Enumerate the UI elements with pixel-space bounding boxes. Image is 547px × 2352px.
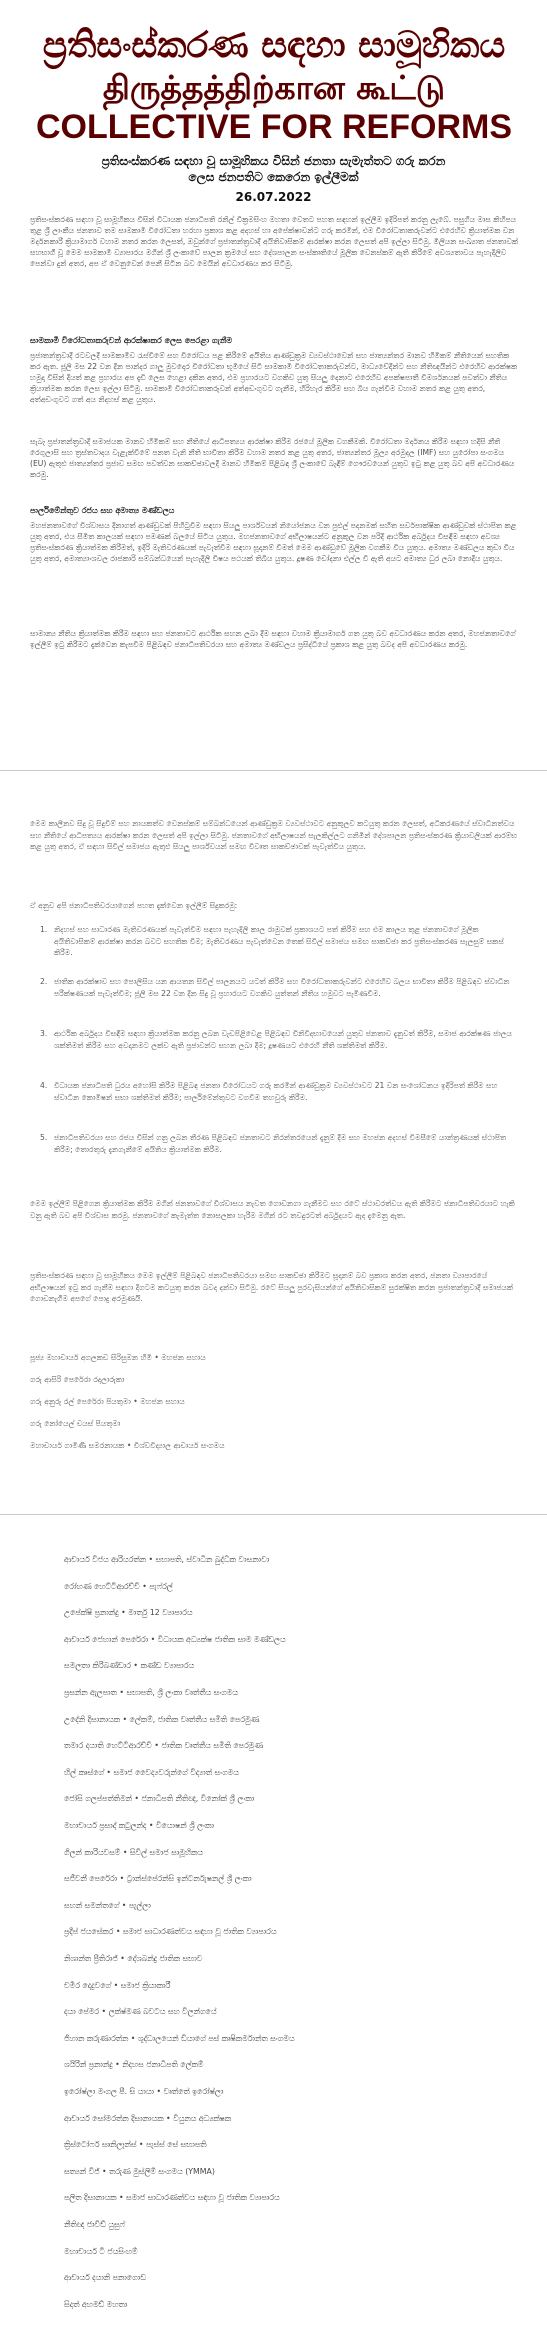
closing-paragraph-2: ප්‍රතිසංස්කරණ සඳහා වූ සාමූහිකය මෙම ඉල්ලීම් පිළිබඳව ජනාධිපතිවරයා සමඟ සාකච්ඡා කිරීමට සූදානම් බව ප්‍රකාශ කරන අතර, ජනතා ව්‍යාපාරයේ අභිලාෂයන් ඉටු කර ගැනීම සඳහා දිගටම කටයුතු කරන බවද දන්වා සිටිමු. රටේ සියලු පුරවැසියන්ගේ අයිතිවාසිකම් සුරක්ෂිත කරන ප්‍රජාතන්ත්‍රවාදී සමාජයක් ගොඩනැගීම අපගේ පොදු අරමුණයි. — [30, 1271, 514, 1303]
signatory-list-item: සහන් සමන්තගේ • පැල්ලා — [64, 1900, 151, 1910]
page-divider — [0, 1514, 547, 1515]
request-text: විධායක ජනාධිපති ධුරය අහෝසි කිරීම පිළිබඳ ජනතා විරෝධයට ගරු කරමින් ආණ්ඩුක්‍රම ව්‍යවස්ථාවට 21 වන සංශෝධනය ඉදිරිපත් කිරීම සහ ස්වාධීන කොමිෂන් සභා ශක්තිමත් කිරීම; පාර්ලිමේන්තුවට වගවීම තහවුරු කිරීම. — [54, 1081, 498, 1102]
request-text: ජාතික ආරක්ෂාව සහ පොලිසිය යන ආයතන සිවිල් පාලනයට යටත් කිරීම සහ විරෝධතාකරුවන්ට එරෙහිව බලය භාවිතා කිරීම පිළිබඳව ස්වාධීන පරීක්ෂණයක් පැවැත්වීම; ජූලි මස 22 වන දින සිදු වූ ප්‍රහාරයට වගකිව යුත්තන් නීතිය හමුවට පැමිණවීම. — [54, 977, 510, 998]
signatory-list-item: මහාචාර්ය ටී ජයසිංහම් — [64, 2246, 138, 2256]
signatory-list-item: සත්‍යන් විජ් • තරුණ මුස්ලිම් සංගමය (YMMA) — [64, 2166, 215, 2176]
signatory-list-item: හිල් ක්‍රුස්ගේ • සමාජ වෛද්‍යවරුන්ගේ විද්‍යාත් සංගමය — [64, 1767, 239, 1777]
signatory-list-item: නීතිඥ ජාවිඩ් යුසුෆ් — [64, 2220, 125, 2229]
statement-page-3 — [0, 1518, 547, 2352]
signatory-list-item: ඉරෝෂ්ලා මංගල පී. සි යායා • වෘත්තේ ඉරෝෂ්ලා — [64, 2087, 224, 2096]
organization-name-sinhala: ප්‍රතිසංස්කරණ සඳහා සාමූහිකය — [42, 25, 506, 66]
statement-page-1 — [0, 0, 547, 768]
section-paragraph-parliament-2: සාමාන්‍ය නීතිය ක්‍රියාත්මක කිරීම සඳහා සහ ජනතාවට ආර්ථික සහන ලබා දීම සඳහා වහාම ක්‍රියාමාර්ග ගත යුතු බව අවධාරණය කරන අතර, මහජනතාවගේ ඉල්ලීම් ඉටු කිරීමට දැක්වෙන කැපවීම පිළිබඳව ජනාධිපතිවරයා සහ අමාත්‍ය මණ්ඩලය ප්‍රසිද්ධියේ ප්‍රකාශ කළ යුතු බවද අපි අවධාරණය කරමු. — [30, 629, 516, 649]
signatory-list-item: පලිත දිසානායක • සමාජ සාධාරණත්වය සඳහා වූ ජාතික ව්‍යාපාරය — [64, 2193, 280, 2203]
signatory-list-item: ආචාර්ය දයානි පනාගොඩ — [64, 2273, 146, 2283]
signatory-list-item: උදේනි දිසානායක • ලේකම්, ජාතික වෘත්තීය සමිති පෙරමුණ — [64, 1714, 260, 1724]
signatory-list-item: සිදත් අහමඩ් මහතා — [64, 2299, 128, 2309]
organization-name-tamil: திருத்தத்திற்கான கூட்டு — [102, 68, 446, 107]
signatory-list-item: ශයිරින් ප්‍රනාන්දු • නිදහස ජනාධිපති ලේකම් — [64, 2060, 204, 2070]
section-paragraph-parliament: මහජනතාවගේ විශ්වාසය දිනාගත් ආණ්ඩුවක් පිහිටුවීම සඳහා සියලු පාර්ශ්වයන් නියෝජනය වන පුළුල් පදනමක් සහිත සර්වපාක්ෂික ආණ්ඩුවක් ස්ථාපිත කළ යුතු අතර, එය සීමිත කාලයක් සඳහා පමණක් බලයේ සිටිය යුතුය. මහජනතාවගේ අභිලාෂයන්ට අනුකූල වන පරිදි ආර්ථික අර්බුදය විසඳීම සඳහා අවශ්‍ය ප්‍රතිසංස්කරණ ක්‍රියාත්මක කිරීමත්, ඉදිරි මැතිවරණයක් පැවැත්වීම සඳහා සූදානම් වීමත් මෙම ආණ්ඩුවේ මූලික වගකීම විය යුතුය. අමාත්‍ය මණ්ඩලය කුඩා විය යුතු අතර, අමාත්‍යාංශවල රාජකාරි සම්බන්ධයෙන් පැහැදිලි විෂය පථයක් තිබිය යුතුය. දූෂණ චෝදනා එල්ල වී ඇති අයට අමාත්‍ය ධුර ලබා නොදිය යුතුය. — [30, 521, 517, 563]
signatory-line: මහාචාර්ය ගාමිණි සමරනායක • විශ්වවිද්‍යාල ආචාර්ය සංගමය — [30, 1441, 225, 1450]
section-paragraph-protection-2: සැබෑ ප්‍රජාතන්ත්‍රවාදී සමාජයක මානව හිමිකම් සහ නීතියේ ආධිපත්‍යය ආරක්ෂා කිරීම රජයේ මූලික වගකීමකි. විරෝධතා මර්දනය කිරීම සඳහා හදිසි නීති රෙගුලාසි සහ ත්‍රස්තවාදය වැළැක්වීමේ පනත වැනි නීති භාවිතා කිරීම වහාම නතර කළ යුතු අතර, ජාත්‍යන්තර මූල්‍ය අරමුදල (IMF) සහ යුරෝපා සංගමය (EU) ඇතුළු ජාත්‍යන්තර ප්‍රජාව සමඟ පවත්වන සාකච්ඡාවලදී මානව හිමිකම් පිළිබඳ ශ්‍රී ලංකාවේ බැඳීම් ගෞරවයෙන් යුතුව ඉටු කළ යුතු බව අපි අවධාරණය කරමු. — [30, 437, 515, 479]
signatory-list-item: සජීවනී පෙරේරා • ට්‍රාන්ස්පේරන්සි ඉන්ටර්නැෂනල් ශ්‍රී ලංකා — [64, 1874, 252, 1884]
signatory-list-item: සමලතා කිරිබණ්ඩාර • කණ්ඩ ව්‍යාපාරය — [64, 1661, 195, 1671]
statement-title-line-2: ලෙස ජනපතිට කෙරෙන ඉල්ලීමක් — [188, 170, 359, 184]
signatory-list-item: ජිහාන කරුණාරත්න • ශුද්ධාලයෙන් ඩියාගේ පස් කෘෂිකර්මාන්ත සංගමය — [64, 2033, 295, 2043]
signatory-list-item: රෝහණ හෙට්ටිආරච්චි • පැෆ්රල් — [64, 1581, 173, 1591]
section-heading-parliament: පාර්ලිමේන්තුව රජය සහ අමාත්‍ය මණ්ඩලය — [30, 506, 175, 515]
signatory-list-item: චමීර දෙදුවගේ • සමාජ ක්‍රියාකාරී — [64, 1980, 171, 1990]
signatory-line: ගරු අනුරු රල් පෙරේරා පියතුමා • මහජන සහාය — [30, 1397, 185, 1406]
request-number: 4. — [40, 1081, 48, 1090]
request-number: 3. — [40, 1029, 48, 1038]
requests-intro: ඒ අනුව අපි ජනාධිපතිවරයාගෙන් පහත දැක්වෙන ඉල්ලීම් සිදුකරමු: — [30, 901, 238, 910]
signatory-list-item: දයා පේමර • ලක්ෂ්මණ බවටය සහ විලන්ගයේ — [64, 2007, 217, 2017]
request-text: ජනාධිපතිවරයා සහ රජය විසින් ගනු ලබන තීරණ පිළිබඳව ජනතාවට නිරන්තරයෙන් දැනුම් දීම සහ මහජන අදහස් විමසීමේ යාන්ත්‍රණයක් ස්ථාපිත කිරීම; තොරතුරු දැනගැනීමේ අයිතිය ක්‍රියාත්මක කිරීම. — [54, 1133, 507, 1154]
signatory-list-item: ආචාර්ය විජය ආරියරත්න • සභාපති, ස්වාධීන බුද්ධික වාසනාවා — [64, 1555, 270, 1564]
request-item — [40, 1080, 515, 1126]
statement-title-line-1: ප්‍රතිසංස්කරණ සඳහා වූ සාමූහිකය විසින් ජනතා සැමැත්තට ගරු කරන — [101, 154, 446, 168]
continuation-paragraph: මෙම කාලීනව සිදු වූ සිදුවීම් සහ නායකත්ව වෙනස්කම් සම්බන්ධයෙන් ආණ්ඩුක්‍රම ව්‍යවස්ථාවට අනුකූලව කටයුතු කරන ලෙසත්, අධිකරණයේ ස්වාධීනත්වය සහ නීතියේ ආධිපත්‍යය ආරක්ෂා කරන ලෙසත් අපි ඉල්ලා සිටිමු. ජනතාවගේ අභිලාෂයන් සැලකිල්ලට ගනිමින් දේශපාලන ප්‍රතිසංස්කරණ ක්‍රියාවලියක් ආරම්භ කළ යුතු අතර, ඒ සඳහා සිවිල් සමාජය ඇතුළු සියලු පාර්ශ්වයන් සමඟ විවෘත සාකච්ඡාවක් පැවැත්විය යුතුය. — [30, 819, 518, 851]
signatory-list-item: නිශාන්ත ප්‍රීතිරාජ් • දේශබන්දු ජාතික සභාව — [64, 1954, 203, 1963]
letterhead — [30, 24, 518, 146]
closing-paragraph-1: මෙම ඉල්ලීම් පිළිගෙන ක්‍රියාත්මක කිරීම මගින් ජනතාවගේ විශ්වාසය නැවත ගොඩනගා ගැනීමට සහ රටේ ස්ථාවරත්වය ඇති කිරීමට ජනාධිපතිවරයාට හැකි වනු ඇති බව අපි විශ්වාස කරමු. ජනතාවගේ කැමැත්ත නොසලකා හැරීම මගින් රට තවදුරටත් අර්බුදයට ඇද දැමෙනු ඇත. — [30, 1199, 515, 1220]
signatory-line: ගරු ආසිරි පෙරේරා රදලාරුකා — [30, 1375, 125, 1384]
signatory-list-item: ප්‍රසන්න ඇලපාත • සභාපති, ශ්‍රී ලංකා වෘත්තීය සංගමය — [64, 1688, 238, 1697]
request-text: නිදහස් සහ සාධාරණ මැතිවරණයක් පැවැත්වීම සඳහා පැහැදිලි කාල රාමුවක් ප්‍රකාශයට පත් කිරීම සහ එම කාලය තුළ ජනතාවගේ මූලික අයිතිවාසිකම් ආරක්ෂා කරන බවට සහතික වීම; මැතිවරණය පැවැත්වෙන තෙක් සිවිල් සමාජය සමඟ සාකච්ඡා කර ප්‍රතිසංස්කරණ සැලසුම් සකස් කිරීම. — [54, 925, 504, 957]
request-item — [40, 924, 515, 970]
organization-name-english: COLLECTIVE FOR REFORMS — [36, 108, 512, 146]
signatory-list-item: තමාර දයාති හෙට්ටිආරච්චි • ජාතික වෘත්තීය සමිති පෙරමුණ — [64, 1741, 264, 1751]
statement-date: 26.07.2022 — [235, 190, 312, 204]
signatory-line: ගරු නෝයෙල් චයස් පියතුමා — [30, 1419, 121, 1428]
signatory-list-item: ක්‍රිස්ටෝෆර් සෘනිලෑන්ස් • පැස්ස් සේ සභාපති — [64, 2140, 207, 2150]
signatory-list-item: ගිලන් කාරියවසම් • සිවිල් සමාජ සාමූහිකය — [64, 1847, 203, 1857]
signatory-list-item: උපේක්ෂි ප්‍රනාන්දු • මාර්තු 12 ව්‍යාපාරය — [64, 1608, 193, 1618]
request-number: 5. — [40, 1133, 48, 1142]
request-item — [40, 1028, 515, 1074]
signatory-list-item: ආචාර්ය සෝමරත්න දිසානායක • වියුනය අධ්‍යක්ෂක — [64, 2113, 232, 2123]
signatory-line: පූජ්‍ය මහාචාර්ය අගලකඩ සිරිසුමන හිමි • මහජන සහාය — [30, 1353, 206, 1362]
request-number: 1. — [40, 925, 48, 934]
request-item — [40, 976, 515, 1022]
signatory-list-item: ජෝසි ගලප්පත්තිමන් • ජනාධිපති නීතිඥ, විනෝක් ශ්‍රී ලංකා — [64, 1794, 255, 1804]
page-divider — [0, 770, 547, 771]
request-number: 2. — [40, 977, 48, 986]
statement-page-2 — [0, 774, 547, 1512]
section-paragraph-protection: ප්‍රජාතන්ත්‍රවාදී රටවලදී සාමකාමීව රැස්වීමේ සහ විරෝධය පළ කිරීමේ අයිතිය ආණ්ඩුක්‍රම ව්‍යවස්ථාවෙන් සහ ජාත්‍යන්තර මානව හිමිකම් නීතියෙන් සහතික කර ඇත. ජූලි මස 22 වන දින පාන්දර ගාලු මුවදොර විරෝධතා භූමියේ සිටි සාමකාමී විරෝධතාකරුවන්ට, මාධ්‍යවේදීන්ට සහ නීතිඥයින්ට එරෙහිව ආරක්ෂක හමුදා විසින් දියත් කළ ප්‍රහාරය අප දැඩි ලෙස හෙළා දකින අතර, එම ප්‍රහාරයට වගකිව යුතු සියලු දෙනාට එරෙහිව අපක්ෂපාතී විමර්ශනයක් පවත්වා නීතිය ක්‍රියාත්මක කරන ලෙස ඉල්ලා සිටිමු. සාමකාමී විරෝධතාකරුවන් අත්අඩංගුවට ගැනීම, හිරිහැර කිරීම සහ බිය ගැන්වීම වහාම නතර කළ යුතු අතර, අත්අඩංගුවට ගත් අය නිදහස් කළ යුතුය. — [30, 351, 518, 404]
signatory-list-item: ආචාර්ය ජෙහාන් පෙරේරා • විධායක අධ්‍යක්ෂ ජාතික සාම මණ්ඩලය — [64, 1634, 286, 1644]
signatory-list-item: මහාචාර්ය ප්‍රසාද් කටුලන්ද • වියොෂන් ශ්‍රී ලංකා — [64, 1821, 214, 1830]
signatory-list-item: ප්‍රදීප් ජයසේකර • සමාජ සාධාරණත්වය සඳහා වූ ජාතික ව්‍යාපාරය — [64, 1927, 277, 1937]
section-heading-protection: සාමකාමී විරෝධතාකරුවන් ආරක්ෂාකර ලෙස පෙරළා ගැනීම — [30, 336, 233, 345]
intro-paragraph: ප්‍රතිසංස්කරණ සඳහා වූ සාමූහිකය විසින් විධායක ජනාධිපති රනිල් වික්‍රමසිංහ මහතා වෙතට පහත සඳහන් ඉල්ලීම ඉදිරිපත් කරනු ලැබේ. පසුගිය මාස කිහිපය තුළ ශ්‍රී ලාංකීය ජනතාව තම සාමකාමී විරෝධතා හරහා ප්‍රකාශ කළ අදහස් හා අපේක්ෂාවන්ට ගරු කරමින්, එම විරෝධතාකරුවන්ට එරෙහිව ක්‍රියාත්මක වන මර්දනකාරී ක්‍රියාමාර්ග වහාම නතර කරන ලෙසත්, ඔවුන්ගේ ප්‍රජාතන්ත්‍රවාදී අයිතිවාසිකම් ආරක්ෂා කරන ලෙසත් අපි ඉල්ලා සිටිමු. මිලියන සංඛ්‍යාත ජනතාවක් සහභාගී වූ මෙම සාමකාමී ව්‍යාපාරය මගින් ශ්‍රී ලංකාවේ පාලන ක්‍රමයේ සහ දේශපාලන සංස්කෘතියේ මූලික වෙනස්කම් ඇති කිරීමේ අවශ්‍යතාවය පැහැදිලිව පෙන්වා දුන් අතර, අප ඒ වෙනුවෙන් පෙනී සිටින බව මෙයින් අවධාරණය කර සිටිමු. — [30, 215, 519, 268]
request-text: ආර්ථික අර්බුදය විසඳීම සඳහා ක්‍රියාත්මක කරනු ලබන වැඩපිළිවෙළ පිළිබඳව විනිවිදභාවයෙන් යුතුව ජනතාව දැනුවත් කිරීම, සමාජ ආරක්ෂණ ජාලය ශක්තිමත් කිරීම සහ අවදානමට ලක්ව ඇති ප්‍රජාවන්ට සහන ලබා දීම; දූෂණයට එරෙහි නීති ශක්තිමත් කිරීම. — [54, 1029, 512, 1050]
request-item — [40, 1132, 515, 1178]
